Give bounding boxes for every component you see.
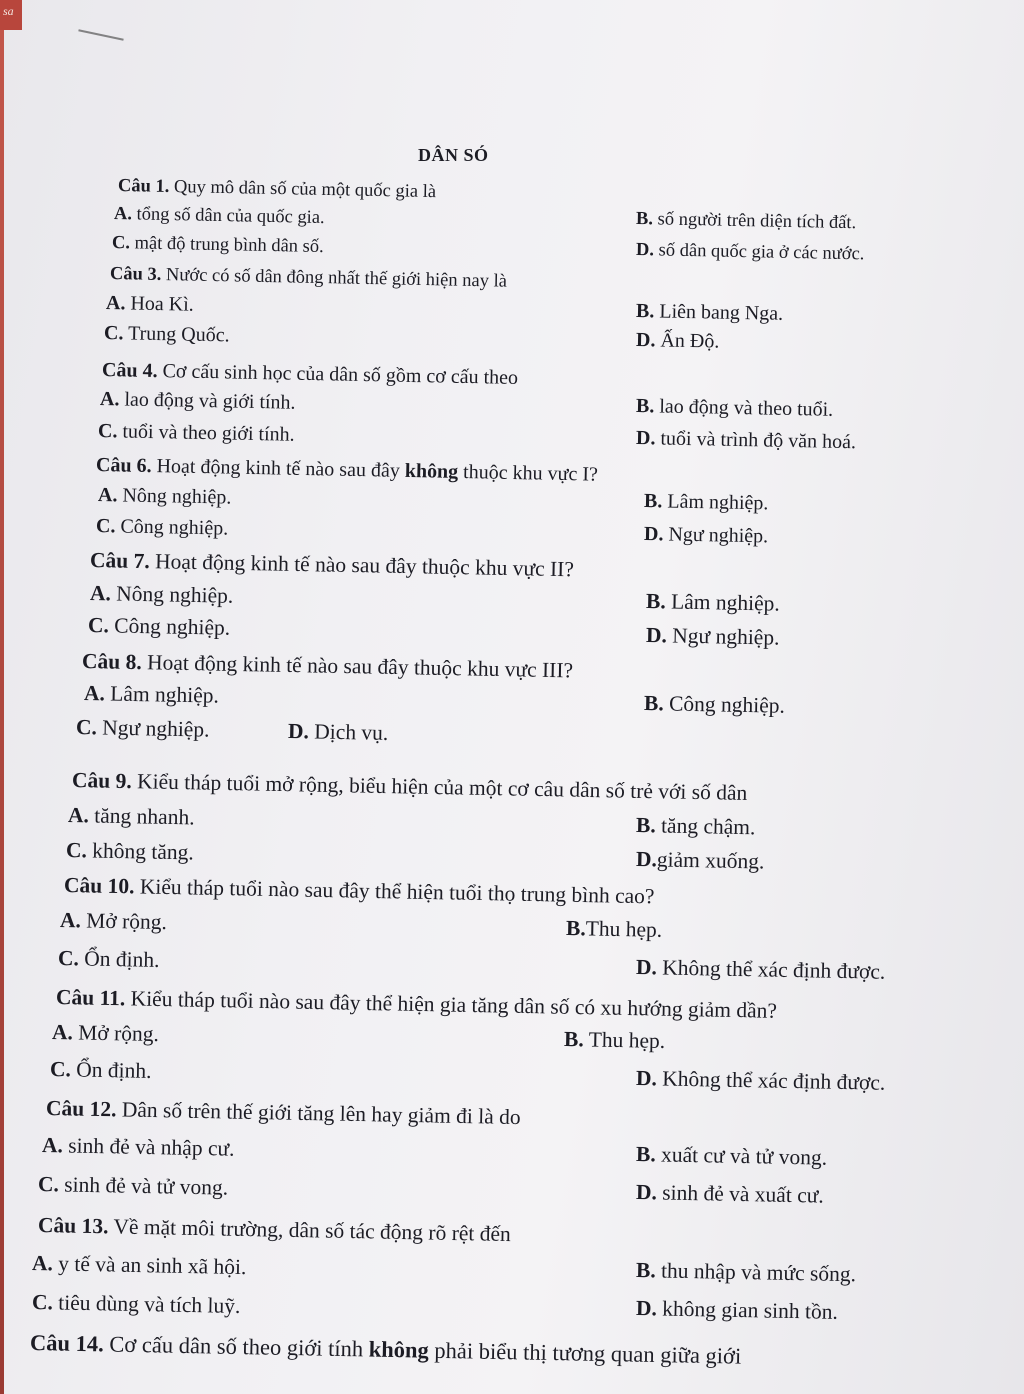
question-13: Câu 13. Về mặt môi trường, dân số tác động rõ rệt đến [37, 1213, 512, 1247]
keyword-emphasis: không [368, 1336, 430, 1363]
option-d: D. Ngư nghiệp. [643, 523, 769, 548]
option-a: A. Nông nghiệp. [97, 484, 232, 509]
option-d: D. số dân quốc gia ở các nước. [635, 240, 865, 265]
option-d: D. Không thể xác định được. [635, 1066, 886, 1095]
option-c: C. không tăng. [65, 838, 195, 865]
option-a: A. Lâm nghiệp. [83, 681, 220, 708]
question-12: Câu 12. Dân số trên thế giới tăng lên hay giảm đi là do [45, 1096, 521, 1130]
option-b: B. tăng chậm. [635, 813, 756, 840]
option-c: C. Công nghiệp. [95, 515, 229, 540]
question-8: Câu 8. Hoạt động kinh tế nào sau đây thuộc khu vực III? [81, 649, 574, 683]
red-edge-strip [0, 30, 4, 1394]
question-1 [118, 176, 436, 203]
option-c: C. Ổn định. [57, 946, 160, 972]
option-b: B.Thu hẹp. [565, 916, 663, 942]
option-a: A. Nông nghiệp. [89, 581, 234, 608]
option-b: B. Lâm nghiệp. [645, 589, 780, 616]
option-a: A. lao động và giới tính. [99, 388, 296, 414]
option-d: D. Ngư nghiệp. [645, 623, 780, 650]
question-14: Câu 14. Cơ cấu dân số theo giới tính không phải biểu thị tương quan giữa giới [29, 1330, 742, 1369]
option-c: C. mật độ trung bình dân số. [111, 233, 324, 258]
option-b: B. Liên bang Nga. [635, 300, 784, 325]
question-6: Câu 6. Hoạt động kinh tế nào sau đây không thuộc khu vực I? [95, 454, 599, 486]
option-c: C. tuổi và theo giới tính. [97, 420, 295, 446]
option-d: D. không gian sinh tồn. [635, 1296, 839, 1324]
question-number: Câu 1. [117, 176, 170, 197]
option-a: A. Mở rộng. [51, 1020, 160, 1047]
option-d: D. Dịch vụ. [287, 719, 389, 745]
option-d: D. sinh đẻ và xuất cư. [635, 1180, 825, 1208]
pen-stroke-mark [78, 29, 123, 41]
option-d: D. Không thể xác định được. [635, 955, 886, 984]
option-a: A. sinh đẻ và nhập cư. [41, 1133, 235, 1161]
question-text: Quy mô dân số của một quốc gia là [173, 177, 437, 203]
option-c: C. tiêu dùng và tích luỹ. [31, 1290, 241, 1318]
option-a: A. Hoa Kì. [105, 292, 194, 316]
option-a: A. y tế và an sinh xã hội. [31, 1251, 247, 1280]
corner-tab: sa [0, 0, 22, 30]
option-b: B. Thu hẹp. [563, 1027, 666, 1053]
page-title: DÂN SÓ [418, 145, 489, 165]
option-b: B. Công nghiệp. [643, 691, 786, 718]
option-b: B. Lâm nghiệp. [643, 490, 769, 515]
question-4: Câu 4. Cơ cấu sinh học của dân số gồm cơ cấu theo [101, 359, 519, 389]
option-b: B. số người trên diện tích đất. [635, 209, 857, 234]
question-9: Câu 9. Kiểu tháp tuổi mở rộng, biểu hiện của một cơ câu dân số trẻ với số dân [71, 768, 748, 805]
option-d: D.giảm xuống. [635, 847, 765, 874]
question-7: Câu 7. Hoạt động kinh tế nào sau đây thuộc khu vực II? [89, 548, 575, 582]
option-c: C. Công nghiệp. [87, 613, 231, 640]
question-3: Câu 3. Nước có số dân đông nhất thế giới hiện nay là [109, 264, 508, 292]
option-a: A. tăng nhanh. [67, 803, 195, 830]
question-10: Câu 10. Kiểu tháp tuổi nào sau đây thể hiện tuổi thọ trung bình cao? [63, 873, 655, 909]
option-d: D. Ấn Độ. [635, 329, 720, 353]
option-c: C. sinh đẻ và tử vong. [37, 1172, 229, 1200]
option-b: B. lao động và theo tuổi. [635, 395, 834, 421]
question-11: Câu 11. Kiểu tháp tuổi nào sau đây thể hiện gia tăng dân số có xu hướng giảm dần? [55, 985, 778, 1023]
option-c: C. Trung Quốc. [103, 322, 230, 347]
option-c: C. Ổn định. [49, 1057, 152, 1083]
keyword-emphasis: không [404, 459, 459, 483]
option-b: B. thu nhập và mức sống. [635, 1258, 857, 1287]
option-b: B. xuất cư và tử vong. [635, 1142, 828, 1170]
option-a: A. Mở rộng. [59, 908, 168, 935]
option-a: A. tổng số dân của quốc gia. [113, 204, 325, 229]
option-d: D. tuổi và trình độ văn hoá. [635, 427, 857, 454]
option-c: C. Ngư nghiệp. [75, 715, 210, 742]
